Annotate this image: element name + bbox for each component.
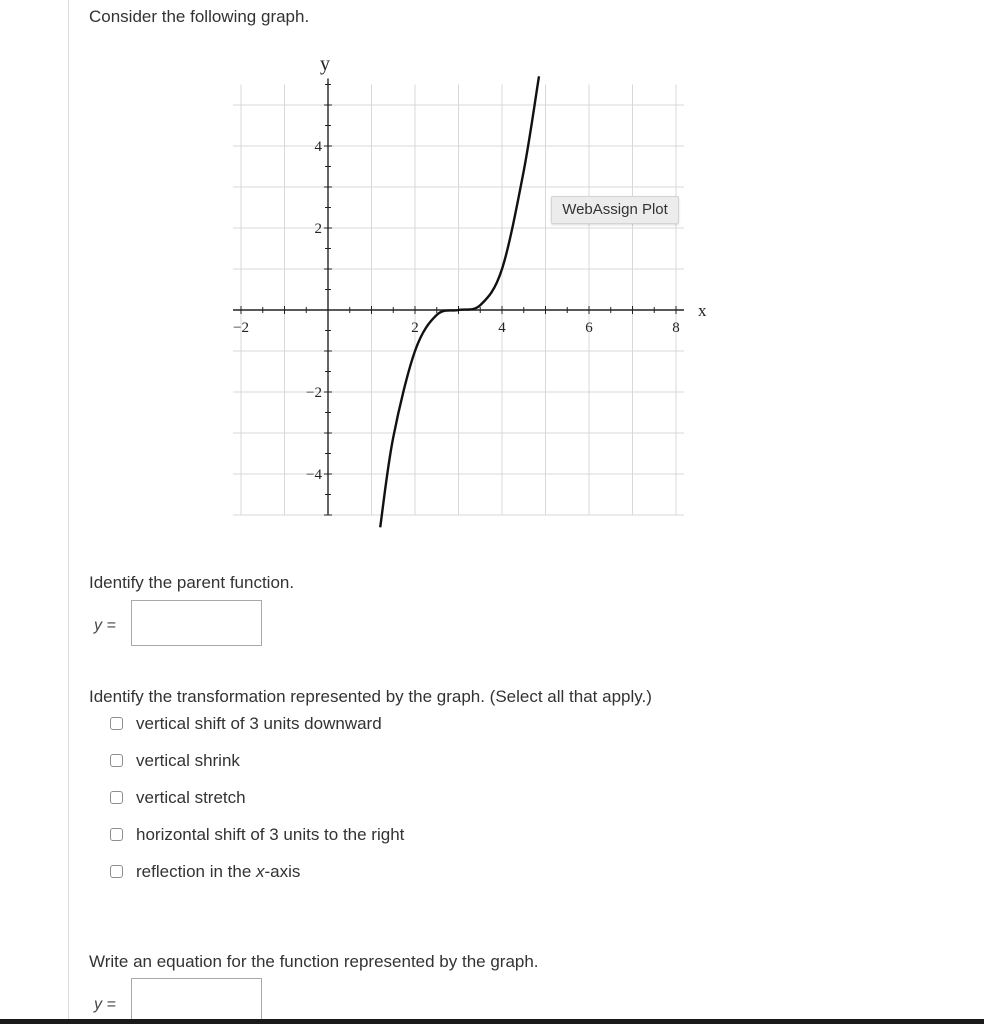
y-tick-label: −4 <box>306 467 322 483</box>
option-label-variable: x <box>256 862 265 881</box>
checkbox[interactable] <box>110 865 123 878</box>
x-tick-label: 8 <box>672 320 680 336</box>
x-tick-label: 2 <box>411 320 419 336</box>
part2-prompt: Identify the transformation represented by the graph. (Select all that apply.) <box>89 687 652 706</box>
checkbox[interactable] <box>110 754 123 767</box>
option-label <box>136 862 300 882</box>
part1-prompt: Identify the parent function. <box>89 573 295 592</box>
y-tick-label: 4 <box>314 139 322 155</box>
grid-lines <box>233 85 684 516</box>
part3-y-label: y = <box>94 996 116 1013</box>
option-label: vertical shrink <box>136 751 240 770</box>
part3-prompt: Write an equation for the function represented by the graph. <box>89 952 539 971</box>
y-axis-label: y <box>320 53 330 75</box>
x-tick-label: 4 <box>498 320 506 336</box>
checkbox[interactable] <box>110 828 123 841</box>
x-tick-label: −2 <box>233 320 249 336</box>
option-label-suffix: -axis <box>264 862 301 881</box>
x-axis-label: x <box>698 301 707 320</box>
webassign-plot-tooltip: WebAssign Plot <box>551 196 679 224</box>
question-intro: Consider the following graph. <box>89 7 310 26</box>
function-curve <box>380 76 539 527</box>
option-label: vertical stretch <box>136 788 246 807</box>
x-tick-label: 6 <box>585 320 593 336</box>
checkbox[interactable] <box>110 791 123 804</box>
option-label-prefix: reflection in the <box>136 862 257 881</box>
parent-function-input[interactable] <box>131 600 262 646</box>
checkbox[interactable] <box>110 717 123 730</box>
option-label: vertical shift of 3 units downward <box>136 714 382 733</box>
equation-input[interactable] <box>131 978 262 1024</box>
function-graph <box>225 52 705 542</box>
part1-y-label: y = <box>94 617 116 634</box>
y-tick-label: −2 <box>306 385 322 401</box>
left-divider <box>68 0 69 1024</box>
bottom-bar <box>0 1019 984 1024</box>
y-tick-label: 2 <box>314 221 322 237</box>
option-label: horizontal shift of 3 units to the right <box>136 825 405 844</box>
